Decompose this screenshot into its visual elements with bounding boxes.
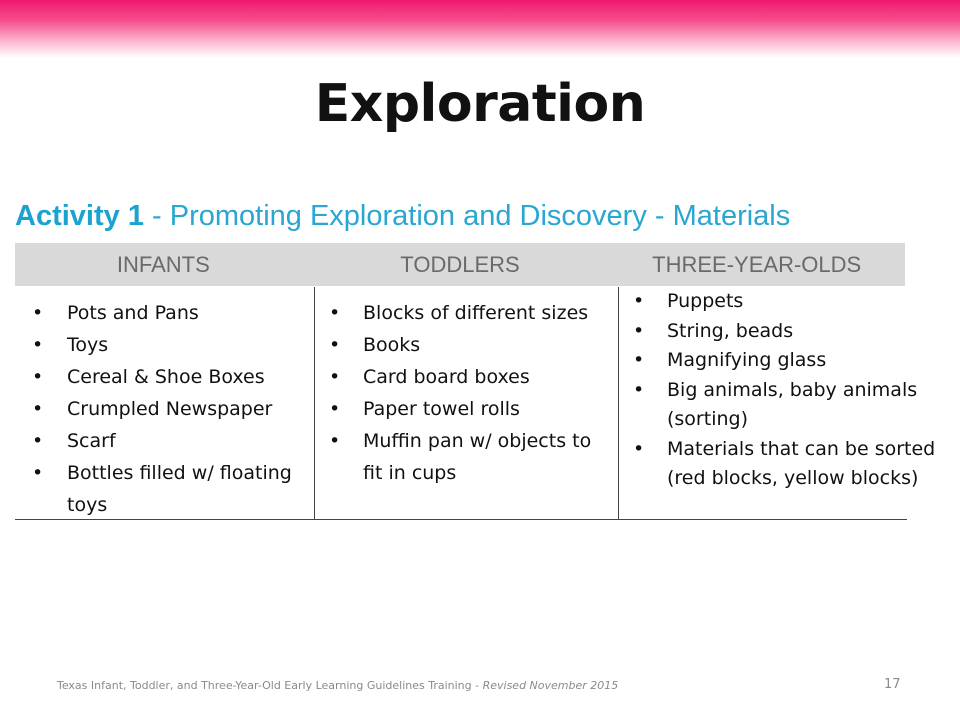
list-item [15,297,314,329]
bullet-icon: • [32,430,44,452]
list-item-text: Books [363,334,421,356]
toddlers-column [314,287,618,520]
infants-list [15,287,314,521]
bullet-icon: • [32,302,44,324]
infants-column [15,287,314,520]
list-item-text: Toys [67,334,109,356]
list-item [315,393,618,425]
list-item [15,457,314,521]
table-bottom-border [15,519,907,520]
slide-title: Exploration [314,74,646,134]
list-item-text: Scarf [67,430,116,452]
bullet-icon: • [633,437,645,460]
list-item-text: Bottles filled w/ floating toys [67,462,292,516]
column-header-infants: INFANTS [116,252,210,277]
table-header-row [15,243,905,286]
bullet-icon: • [633,290,645,312]
list-item-text: Materials that can be sorted (red blocks, yellow blocks) [667,437,936,489]
list-item [619,376,948,435]
top-gradient-band [0,0,960,58]
activity-subtitle: - Promoting Exploration and Discovery - Materials [143,200,791,232]
list-item [15,425,314,457]
column-header-three-year-olds: THREE-YEAR-OLDS [652,252,862,277]
list-item-text: Pots and Pans [67,302,199,324]
list-item-text: Cereal & Shoe Boxes [67,366,265,388]
bullet-icon: • [633,378,645,401]
activity-heading [15,196,790,236]
bullet-icon: • [32,334,44,356]
toddlers-list [315,287,618,489]
bullet-icon: • [633,319,645,342]
list-item [619,317,948,347]
bullet-icon: • [329,334,341,356]
list-item-text: Crumpled Newspaper [67,398,273,420]
list-item [315,425,618,489]
bullet-icon: • [32,462,44,484]
bullet-icon: • [329,366,341,388]
list-item [15,361,314,393]
bullet-icon: • [329,430,341,452]
bullet-icon: • [32,366,44,388]
page-number: 17 [884,677,901,692]
footer-revised: Revised November 2015 [482,679,619,692]
bullet-icon: • [329,302,341,324]
list-item-text: Magnifying glass [667,349,827,371]
list-item-text: Muffin pan w/ objects to fit in cups [363,430,592,484]
list-item [619,435,948,494]
list-item-text: Blocks of different sizes [363,302,589,324]
list-item-text: Puppets [667,290,744,312]
list-item [315,329,618,361]
bullet-icon: • [633,349,645,371]
list-item-text: Big animals, baby animals (sorting) [667,378,918,430]
footer-title: Texas Infant, Toddler, and Three-Year-Old Early Learning Guidelines Training - [57,679,483,692]
activity-label: Activity 1 [15,200,144,232]
three-year-olds-list [619,287,948,494]
list-item-text: String, beads [667,319,794,342]
list-item [15,393,314,425]
footer-text [57,679,618,692]
list-item [619,346,948,376]
list-item-text: Card board boxes [363,366,530,388]
column-header-toddlers: TODDLERS [400,252,520,277]
bullet-icon: • [329,398,341,420]
list-item [315,361,618,393]
bullet-icon: • [32,398,44,420]
list-item-text: Paper towel rolls [363,398,520,420]
list-item [315,297,618,329]
list-item [619,287,948,317]
three-year-olds-column [618,287,948,520]
list-item [15,329,314,361]
